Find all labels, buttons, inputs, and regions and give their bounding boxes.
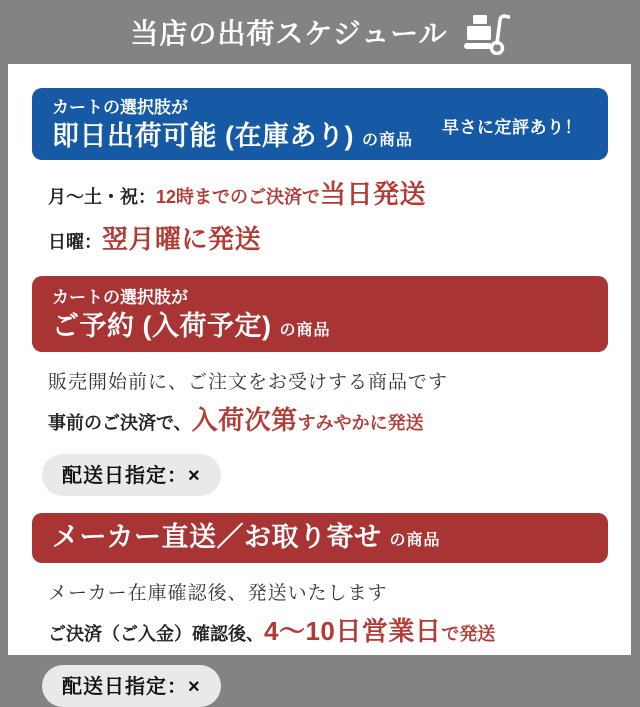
instock-line1-emphasis: 当日発送 [320, 179, 427, 209]
direct-line2-emphasis: 4〜10日営業日 [264, 616, 442, 646]
banner-direct [32, 513, 608, 563]
preorder-line2-label: 事前のご決済で、 [48, 413, 192, 433]
banner-preorder-title [52, 310, 588, 344]
page-title: 当店の出荷スケジュール [130, 18, 448, 49]
instock-line2 [48, 220, 608, 259]
banner-preorder-emphasis: ご予約 (入荷予定) [52, 310, 272, 341]
banner-preorder-suffix: の商品 [279, 321, 331, 339]
preorder-line2-detail: すみやかに発送 [297, 413, 424, 433]
banner-preorder [32, 276, 608, 352]
instock-description [48, 175, 608, 259]
direct-line2 [48, 612, 608, 651]
banner-instock-emphasis: 即日出荷可能 (在庫あり) [52, 120, 354, 151]
preorder-line2 [48, 401, 608, 440]
direct-line1: メーカー在庫確認後、発送いたします [48, 583, 388, 604]
direct-line2-detail: で発送 [441, 624, 496, 644]
banner-direct-suffix: の商品 [389, 531, 441, 549]
content-card [8, 64, 631, 698]
instock-line2-label: 日曜： [48, 232, 102, 252]
instock-line1 [48, 175, 608, 214]
direct-line2-label: ご決済（ご入金）確認後、 [48, 624, 264, 644]
direct-description [48, 578, 608, 651]
banner-instock-suffix: の商品 [361, 131, 413, 149]
instock-line2-emphasis: 翌月曜に発送 [102, 224, 262, 254]
banner-instock [32, 88, 608, 160]
page-header [0, 0, 640, 64]
delivery-date-badge-direct: 配送日指定：× [42, 665, 221, 707]
instock-line1-detail: 12時までのご決済で [156, 187, 321, 207]
banner-preorder-intro: カートの選択肢が [52, 288, 188, 307]
preorder-line2-emphasis: 入荷次第 [191, 405, 298, 435]
hand-truck-icon [464, 13, 510, 55]
banner-instock-note: 早さに定評あり！ [442, 118, 582, 137]
preorder-line1: 販売開始前に、ご注文をお受けする商品です [48, 372, 449, 393]
banner-instock-intro: カートの選択肢が [52, 98, 188, 117]
preorder-description [48, 367, 608, 440]
instock-line1-label: 月〜土・祝： [48, 187, 156, 207]
banner-direct-emphasis: メーカー直送／お取り寄せ [52, 522, 382, 553]
delivery-date-badge-preorder: 配送日指定：× [42, 454, 221, 496]
